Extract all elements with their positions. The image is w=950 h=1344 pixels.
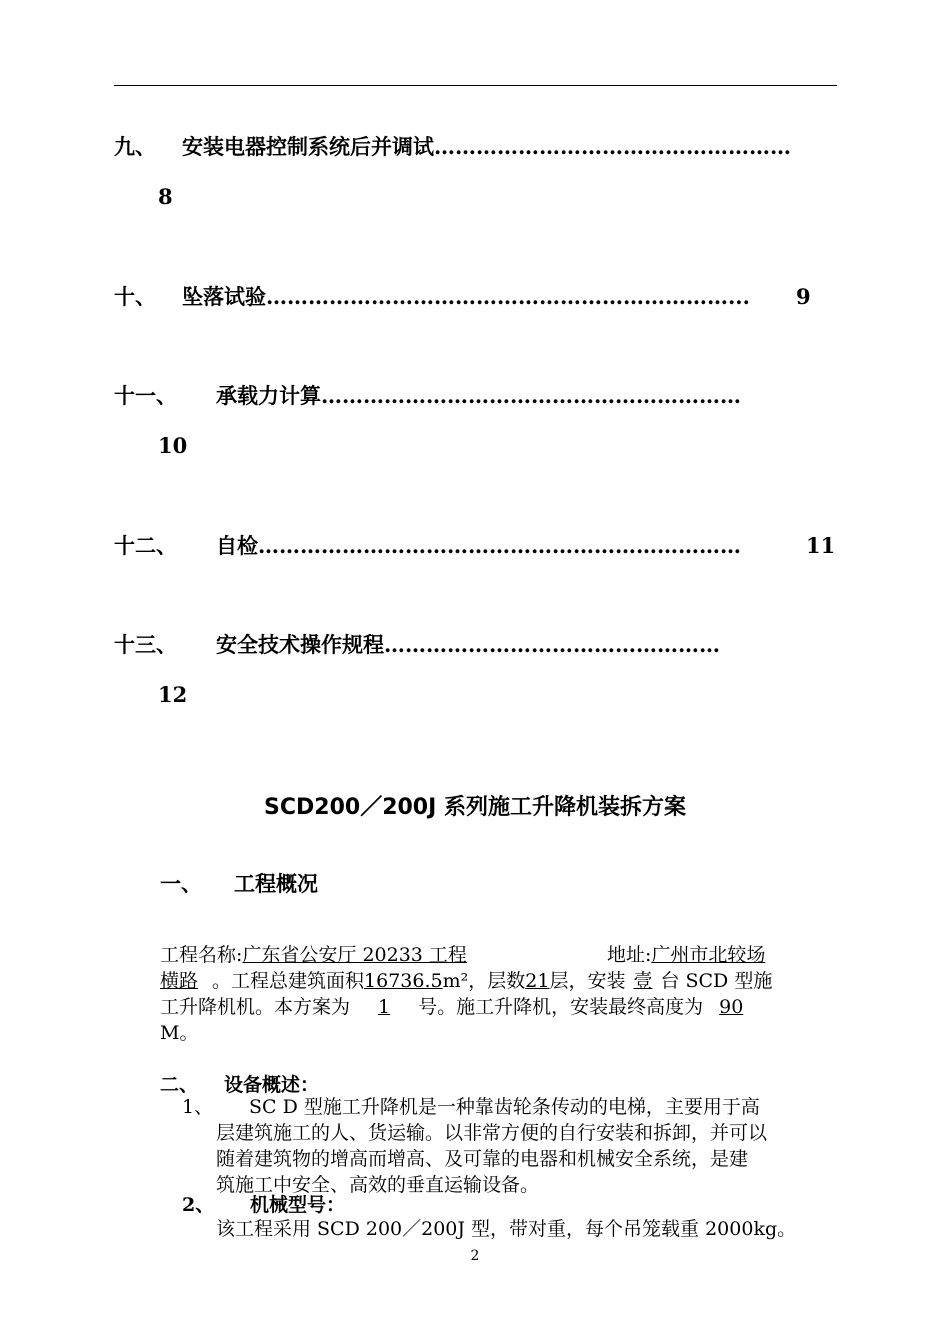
equipment-item-2-title: 机械型号： xyxy=(250,1194,346,1216)
plan-number: 1 xyxy=(378,996,391,1018)
section-number: 二、 xyxy=(160,1074,199,1096)
address-value-1: 广州市北较场 xyxy=(651,944,766,966)
toc-entry[interactable] xyxy=(114,631,837,659)
toc-number: 十二、 xyxy=(114,533,177,558)
project-name-label: 工程名称: xyxy=(160,944,243,966)
area-value: 16736.5 xyxy=(364,970,443,992)
equipment-item-2-number: 2、 xyxy=(182,1194,215,1216)
toc-leader: …………………………………………………………… xyxy=(258,533,741,558)
toc-page-number: 11 xyxy=(806,533,836,558)
toc-page-number: 9 xyxy=(796,284,811,309)
height-label: 号。施工升降机，安装最终高度为 xyxy=(418,996,704,1018)
toc-title: 安装电器控制系统后并调试 xyxy=(182,134,434,159)
toc-entry[interactable] xyxy=(114,283,837,311)
text-line: 层建筑施工的人、货运输。以非常方便的自行安装和拆卸，并可以 xyxy=(216,1122,768,1144)
project-name-value: 广东省公安厅 20233 工程 xyxy=(242,944,467,966)
header-rule xyxy=(114,85,837,86)
address-label: 地址: xyxy=(606,944,652,966)
toc-number: 十、 xyxy=(114,284,156,309)
toc-title: 坠落试验 xyxy=(182,284,266,309)
toc-leader: …………………………………………………………... xyxy=(266,284,750,309)
toc-entry[interactable] xyxy=(114,382,837,410)
text-line: 随着建筑物的增高而增高、及可靠的电器和机械安全系统，是建 xyxy=(216,1148,749,1170)
floors-unit: 层，安装 xyxy=(549,970,626,992)
equipment-item-2-text: 该工程采用 SCD 200／200J 型，带对重，每个吊笼载重 2000kg。 xyxy=(216,1218,797,1240)
toc-title: 自检 xyxy=(216,533,258,558)
toc-leader: …………………………………………… xyxy=(434,134,791,159)
toc-number: 十一、 xyxy=(114,383,177,408)
project-overview-paragraph xyxy=(160,942,840,1046)
toc-page-number: 8 xyxy=(158,184,173,209)
toc-entry[interactable] xyxy=(114,532,837,560)
toc-title: 安全技术操作规程 xyxy=(216,632,384,657)
toc-leader: ………………………………………… xyxy=(384,632,720,657)
section-title: 设备概述： xyxy=(224,1074,320,1096)
count-value: 壹 xyxy=(633,970,653,992)
toc-page-number: 12 xyxy=(158,682,188,707)
address-value-2: 横路 xyxy=(160,970,199,992)
section-heading-overview xyxy=(160,868,318,898)
equipment-item-1-text xyxy=(216,1094,838,1198)
text-line: SC D 型施工升降机是一种靠齿轮条传动的电梯，主要用于高 xyxy=(249,1096,760,1118)
toc-leader: …………………………………………………… xyxy=(321,383,741,408)
height-value: 90 xyxy=(719,996,744,1018)
section-number: 一、 xyxy=(160,872,202,896)
height-unit: M。 xyxy=(160,1022,199,1044)
toc-entry[interactable] xyxy=(114,133,837,161)
area-label: 。工程总建筑面积 xyxy=(212,970,365,992)
toc-number: 九、 xyxy=(114,134,156,159)
count-unit: 台 SCD 型施 xyxy=(660,970,773,992)
toc-number: 十三、 xyxy=(114,632,177,657)
floors-value: 21 xyxy=(525,970,550,992)
section-title: 工程概况 xyxy=(234,872,318,896)
equipment-item-1-number: 1、 xyxy=(182,1096,214,1118)
plan-label: 工升降机机。本方案为 xyxy=(160,996,351,1018)
page-number: 2 xyxy=(470,1248,480,1264)
document-title: SCD200／200J 系列施工升降机装拆方案 xyxy=(264,795,686,820)
text-line: 筑施工中安全、高效的垂直运输设备。 xyxy=(216,1174,540,1196)
toc-page-number: 10 xyxy=(158,433,188,458)
toc-title: 承载力计算 xyxy=(216,383,321,408)
area-unit: m²，层数 xyxy=(442,970,526,992)
section-heading-equipment xyxy=(160,1070,319,1097)
